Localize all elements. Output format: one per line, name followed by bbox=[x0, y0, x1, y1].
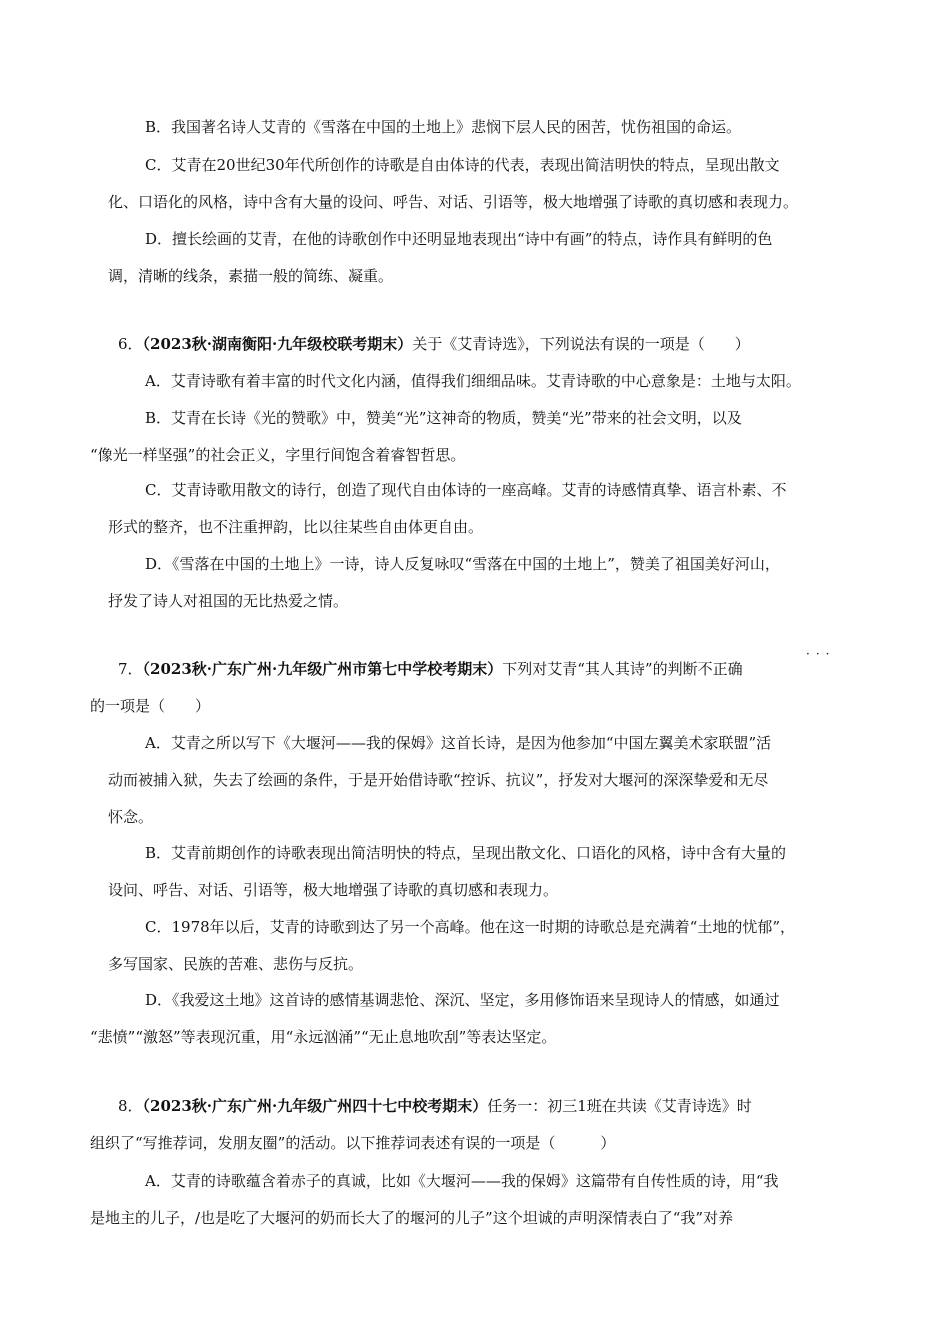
q6-stem: 关于《艾青诗选》，下列说法有误的一项是（ ） bbox=[412, 335, 750, 353]
q8-number: 8． bbox=[118, 1097, 143, 1115]
q8-option-a-line2: 是地主的儿子，/也是吃了大堰河的奶而长大了的堰河的儿子”这个坦诚的声明深情表白了“我”对养 bbox=[90, 1209, 734, 1227]
q7-option-c-line2: 多写国家、民族的苦难、悲伤与反抗。 bbox=[108, 955, 364, 973]
q7-source: （2023秋·广东广州·九年级广州市第七中学校考期末） bbox=[142, 660, 503, 678]
q8-option-a-line1: A．艾青的诗歌蕴含着赤子的真诚，比如《大堰河——我的保姆》这篇带有自传性质的诗，用“我 bbox=[145, 1172, 779, 1190]
q7-stem-line2: 的一项是（ ） bbox=[90, 697, 211, 715]
q5-option-d-line1: D．擅长绘画的艾青，在他的诗歌创作中还明显地表现出“诗中有画”的特点，诗作具有鲜明的色 bbox=[145, 230, 773, 248]
q6-source: （2023秋·湖南衡阳·九年级校联考期末） bbox=[142, 335, 413, 353]
q6-option-c-line1: C．艾青诗歌用散文的诗行，创造了现代自由体诗的一座高峰。艾青的诗感情真挚、语言朴素、不 bbox=[145, 481, 787, 499]
q7-option-a-line1: A．艾青之所以写下《大堰河——我的保姆》这首长诗，是因为他参加“中国左翼美术家联盟”活 bbox=[145, 734, 772, 752]
q8-header bbox=[118, 1096, 752, 1116]
q8-stem-line2: 组织了“写推荐词，发朋友圈”的活动。以下推荐词表述有误的一项是（ ） bbox=[90, 1134, 616, 1152]
q7-option-d-line1: D．《我爱这土地》这首诗的感情基调悲怆、深沉、坚定，多用修饰语来呈现诗人的情感，如通过 bbox=[145, 991, 780, 1009]
q6-option-c-line2: 形式的整齐，也不注重押韵，比以往某些自由体更自由。 bbox=[108, 518, 484, 536]
q6-number: 6． bbox=[118, 335, 143, 353]
q8-source: （2023秋·广东广州·九年级广州四十七中校考期末） bbox=[142, 1097, 488, 1115]
q8-stem-line1: 任务一：初三1班在共读《艾青诗选》时 bbox=[487, 1097, 752, 1115]
q7-option-d-line2: “悲愤”“激怒”等表现沉重，用“永远汹涌”“无止息地吹刮”等表达坚定。 bbox=[90, 1028, 557, 1046]
q5-option-b: B．我国著名诗人艾青的《雪落在中国的土地上》悲悯下层人民的困苦，忧伤祖国的命运。 bbox=[145, 118, 742, 136]
q7-option-c-line1: C．1978年以后，艾青的诗歌到达了另一个高峰。他在这一时期的诗歌总是充满着“土地的忧郁”， bbox=[145, 918, 795, 936]
q5-option-c-line1: C．艾青在20世纪30年代所创作的诗歌是自由体诗的代表，表现出简洁明快的特点，呈现出散文 bbox=[145, 156, 780, 174]
q7-option-a-line3: 怀念。 bbox=[108, 808, 154, 826]
q6-option-b-line1: B．艾青在长诗《光的赞歌》中，赞美“光”这神奇的物质，赞美“光”带来的社会文明，以及 bbox=[145, 409, 742, 427]
q6-option-d-line1: D．《雪落在中国的土地上》一诗，诗人反复咏叹“雪落在中国的土地上”，赞美了祖国美好河山， bbox=[145, 555, 780, 573]
emphasis-dots: ··· bbox=[806, 647, 836, 661]
q7-option-b-line1: B．艾青前期创作的诗歌表现出简洁明快的特点，呈现出散文化、口语化的风格，诗中含有大量的 bbox=[145, 844, 787, 862]
q7-number: 7． bbox=[118, 660, 143, 678]
q5-option-d-line2: 调，清晰的线条，素描一般的简练、凝重。 bbox=[108, 267, 394, 285]
q7-stem-line1: 下列对艾青“其人其诗”的判断不正确 bbox=[502, 660, 743, 678]
q5-option-c-line2: 化、口语化的风格，诗中含有大量的设问、呼告、对话、引语等，极大地增强了诗歌的真切感和表现力。 bbox=[108, 193, 799, 211]
q7-option-a-line2: 动而被捕入狱，失去了绘画的条件，于是开始借诗歌“控诉、抗议”，抒发对大堰河的深深挚爱和无尽 bbox=[108, 771, 769, 789]
q6-option-d-line2: 抒发了诗人对祖国的无比热爱之情。 bbox=[108, 592, 349, 610]
q6-header bbox=[118, 334, 750, 354]
q7-option-b-line2: 设问、呼告、对话、引语等，极大地增强了诗歌的真切感和表现力。 bbox=[108, 881, 559, 899]
q6-option-a: A．艾青诗歌有着丰富的时代文化内涵，值得我们细细品味。艾青诗歌的中心意象是：土地与太阳。 bbox=[145, 372, 801, 390]
q6-option-b-line2: “像光一样坚强”的社会正义，字里行间饱含着睿智哲思。 bbox=[90, 446, 466, 464]
q7-header bbox=[118, 659, 743, 679]
